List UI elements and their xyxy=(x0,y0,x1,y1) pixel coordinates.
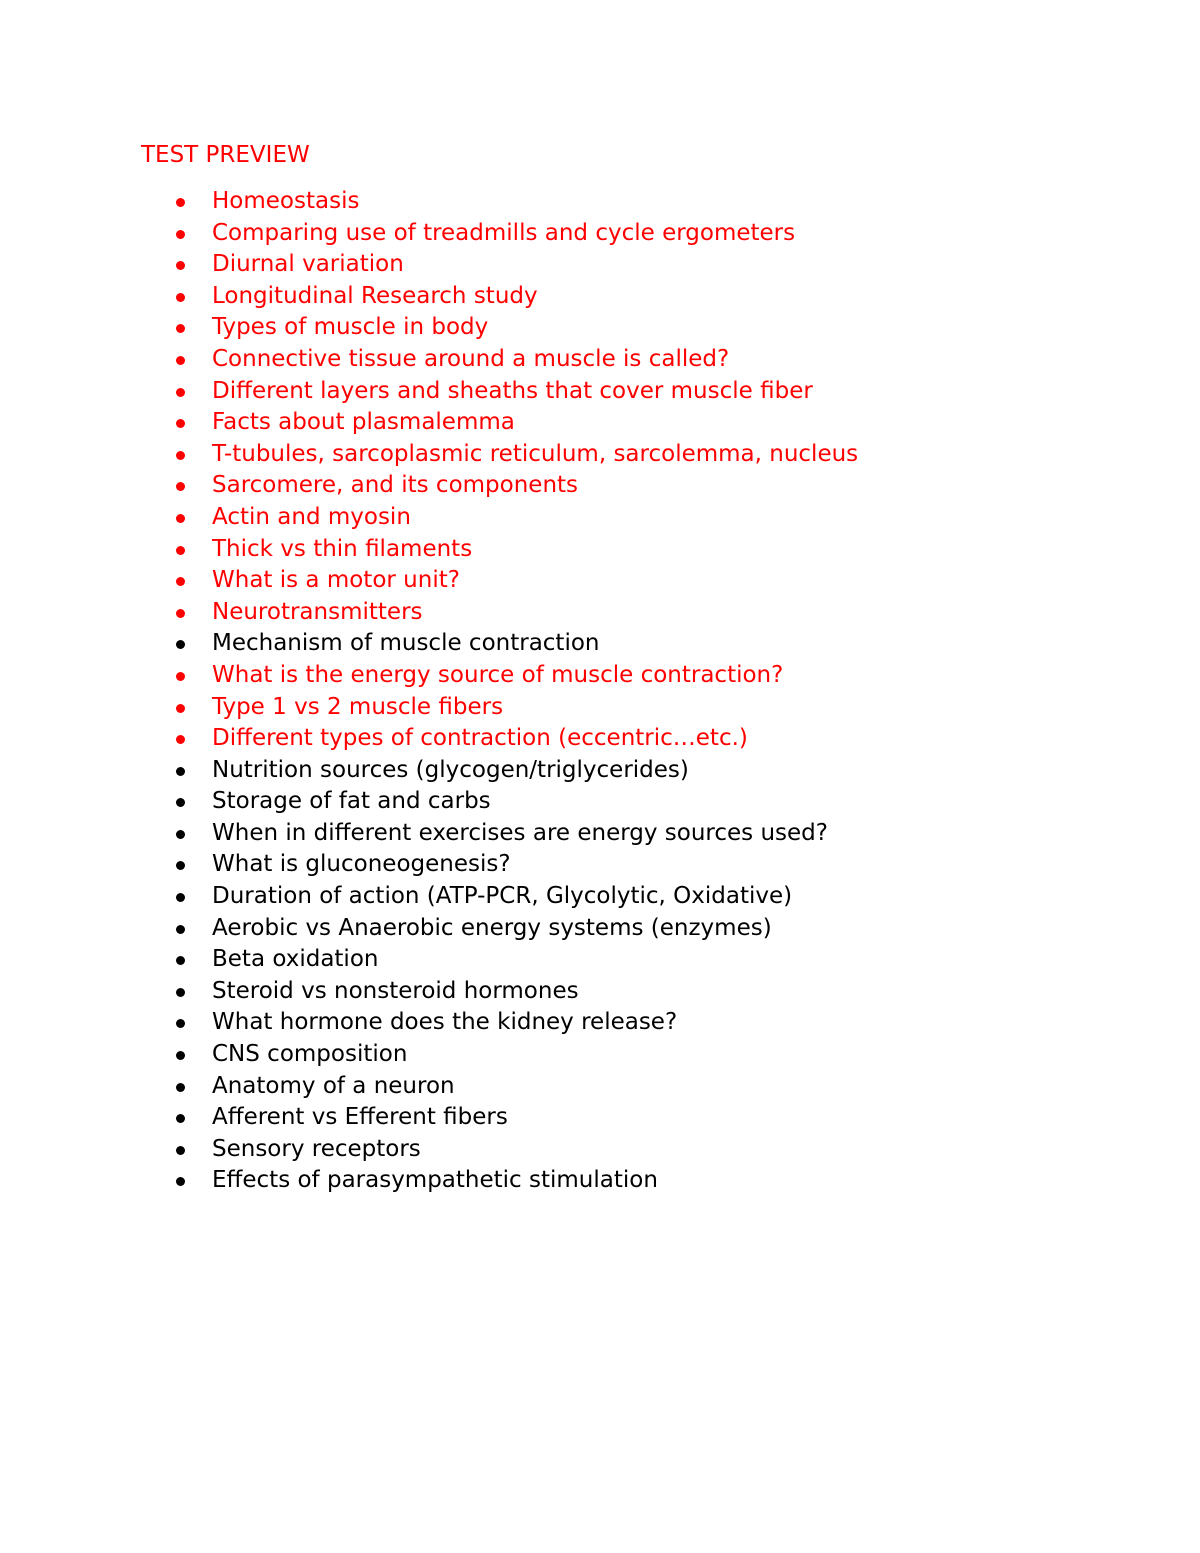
bullet-icon xyxy=(176,861,185,870)
bullet-icon xyxy=(176,451,185,460)
list-item-text: Duration of action (ATP-PCR, Glycolytic, Oxidative) xyxy=(212,883,793,910)
list-item-text: Connective tissue around a muscle is called? xyxy=(212,345,730,372)
bullet-icon xyxy=(176,830,185,839)
bullet-icon xyxy=(176,1146,185,1155)
list-item-text: Actin and myosin xyxy=(212,503,411,530)
list-item-text: Facts about plasmalemma xyxy=(212,409,515,436)
list-item-text: T-tubules, sarcoplasmic reticulum, sarcolemma, nucleus xyxy=(212,440,859,467)
bullet-icon xyxy=(176,925,185,934)
list-item-text: Different layers and sheaths that cover muscle fiber xyxy=(212,377,813,404)
bullet-icon xyxy=(176,356,185,365)
list-item-text: Aerobic vs Anaerobic energy systems (enzymes) xyxy=(212,914,772,941)
list-item-text: CNS composition xyxy=(212,1041,408,1068)
list-item-text: Thick vs thin filaments xyxy=(212,535,473,562)
bullet-icon xyxy=(176,1114,185,1123)
bullet-icon xyxy=(176,798,185,807)
list-item-text: Longitudinal Research study xyxy=(212,282,538,309)
list-item-text: Mechanism of muscle contraction xyxy=(212,630,600,657)
list-item-text: When in different exercises are energy sources used? xyxy=(212,819,828,846)
bullet-icon xyxy=(176,324,185,333)
list-item-text: Storage of fat and carbs xyxy=(212,788,491,815)
list-item-text: Beta oxidation xyxy=(212,946,379,973)
bullet-icon xyxy=(176,514,185,523)
bullet-icon xyxy=(176,546,185,555)
list-item-text: Sensory receptors xyxy=(212,1135,421,1162)
list-item-text: Steroid vs nonsteroid hormones xyxy=(212,977,579,1004)
bullet-icon xyxy=(176,261,185,270)
bullet-icon xyxy=(176,988,185,997)
bullet-icon xyxy=(176,388,185,397)
document-title: TEST PREVIEW xyxy=(141,142,310,168)
list-item-text: What is gluconeogenesis? xyxy=(212,851,511,878)
bullet-icon xyxy=(176,577,185,586)
list-item-text: Nutrition sources (glycogen/triglycerides) xyxy=(212,756,689,783)
bullet-icon xyxy=(176,293,185,302)
bullet-icon xyxy=(176,640,185,649)
list-item-text: Effects of parasympathetic stimulation xyxy=(212,1167,658,1194)
bullet-icon xyxy=(176,893,185,902)
bullet-icon xyxy=(176,704,185,713)
list-item-text: Neurotransmitters xyxy=(212,598,423,625)
list-item-text: Types of muscle in body xyxy=(212,314,489,341)
list-item-text: Comparing use of treadmills and cycle ergometers xyxy=(212,219,796,246)
bullet-icon xyxy=(176,230,185,239)
list-item-text: Diurnal variation xyxy=(212,251,404,278)
bullet-icon xyxy=(176,609,185,618)
list-item-text: What is a motor unit? xyxy=(212,567,460,594)
bullet-icon xyxy=(176,956,185,965)
list-item-text: What hormone does the kidney release? xyxy=(212,1009,678,1036)
list-item-text: Sarcomere, and its components xyxy=(212,472,579,499)
bullet-icon xyxy=(176,198,185,207)
list-item-text: What is the energy source of muscle contraction? xyxy=(212,661,784,688)
list-item-text: Different types of contraction (eccentric…etc.) xyxy=(212,725,748,752)
bullet-icon xyxy=(176,672,185,681)
bullet-icon xyxy=(176,767,185,776)
bullet-icon xyxy=(176,419,185,428)
list-item-text: Type 1 vs 2 muscle fibers xyxy=(212,693,504,720)
list-item-text: Afferent vs Efferent fibers xyxy=(212,1104,508,1131)
bullet-icon xyxy=(176,482,185,491)
list-item-text: Anatomy of a neuron xyxy=(212,1072,455,1099)
bullet-icon xyxy=(176,1019,185,1028)
bullet-icon xyxy=(176,1177,185,1186)
bullet-icon xyxy=(176,1051,185,1060)
bullet-icon xyxy=(176,735,185,744)
list-item-text: Homeostasis xyxy=(212,188,360,214)
bullet-icon xyxy=(176,1083,185,1092)
